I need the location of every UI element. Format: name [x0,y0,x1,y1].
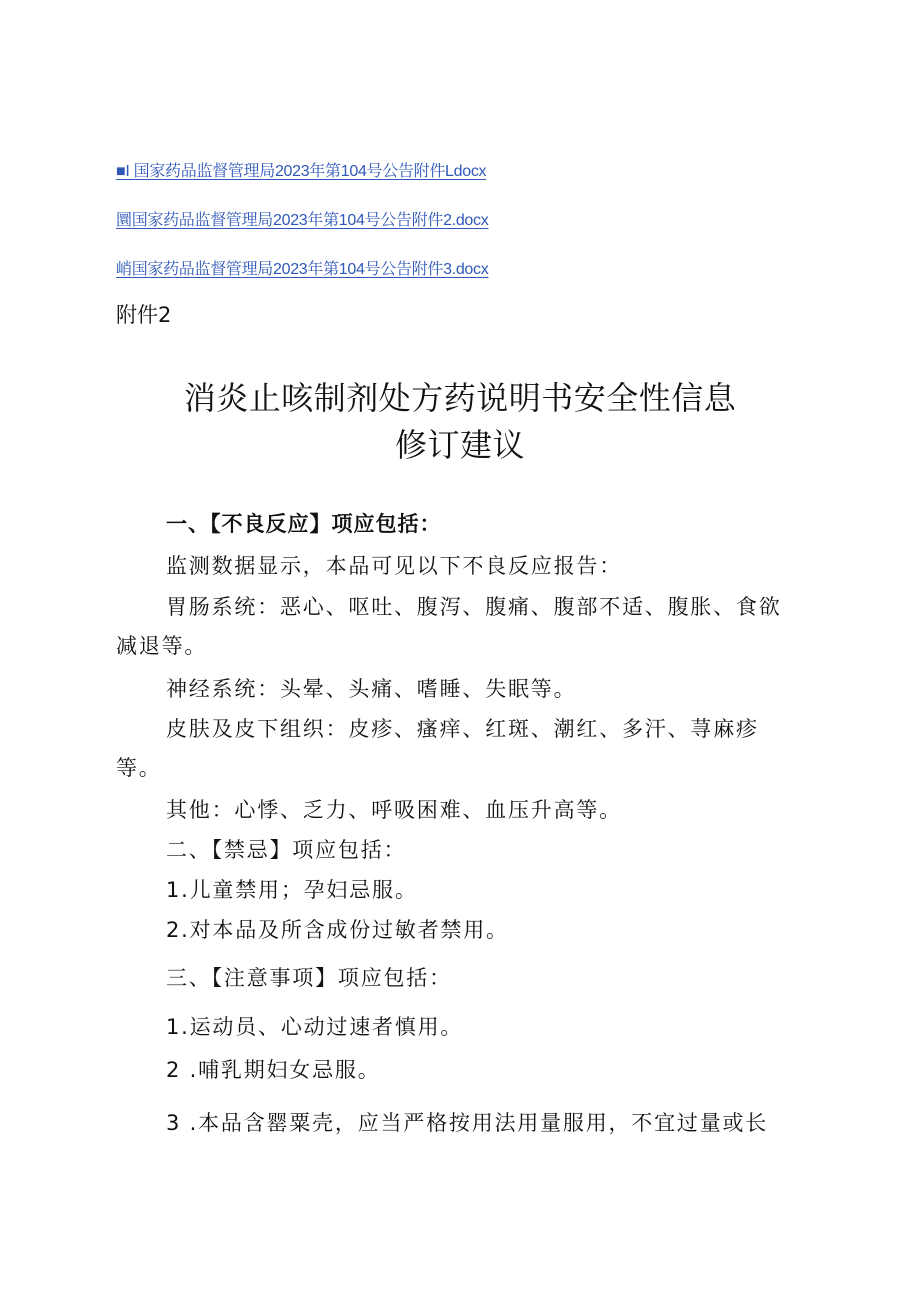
paragraph-intro: 监测数据显示，本品可见以下不良反应报告： [166,554,622,578]
section-heading-precautions: 三、【注意事项】项应包括： [166,966,452,990]
contraindication-item-2: 2.对本品及所含成份过敏者禁用。 [166,918,509,942]
document-title-line-2: 修订建议 [394,426,525,464]
paragraph-skin-line-1: 皮肤及皮下组织：皮疹、瘙痒、红斑、潮红、多汗、荨麻疹 [166,717,759,741]
contraindication-item-1: 1.儿童禁用；孕妇忌服。 [166,878,418,902]
attachment-link-1[interactable]: ■I 国家药品监督管理局2023年第104号公告附件Ldocx [116,163,487,180]
precaution-item-1: 1.运动员、心动过速者慎用。 [166,1015,464,1039]
section-heading-adverse-reactions: 一、【不良反应】项应包括： [166,512,442,536]
paragraph-gi-line-1: 胃肠系统：恶心、呕吐、腹泻、腹痛、腹部不适、腹胀、食欲 [166,595,782,619]
precaution-item-3: 3 .本品含罂粟壳，应当严格按用法用量服用，不宜过量或长 [166,1111,769,1135]
paragraph-skin-line-2: 等。 [116,756,162,780]
attachment-label: 附件2 [116,303,172,327]
paragraph-gi-line-2: 减退等。 [116,634,208,658]
attachment-link-3[interactable]: 峭国家药品监督管理局2023年第104号公告附件3.docx [116,261,489,278]
paragraph-nervous-system: 神经系统：头晕、头痛、嗜睡、失眠等。 [166,677,577,701]
section-heading-contraindications: 二、【禁忌】项应包括： [166,838,407,862]
precaution-item-2: 2 .哺乳期妇女忌服。 [166,1058,381,1082]
document-title-line-1: 消炎止咳制剂处方药说明书安全性信息 [183,379,737,417]
paragraph-other: 其他：心悸、乏力、呼吸困难、血压升高等。 [166,798,622,822]
attachment-link-2[interactable]: 圜国家药品监督管理局2023年第104号公告附件2.docx [116,212,489,229]
